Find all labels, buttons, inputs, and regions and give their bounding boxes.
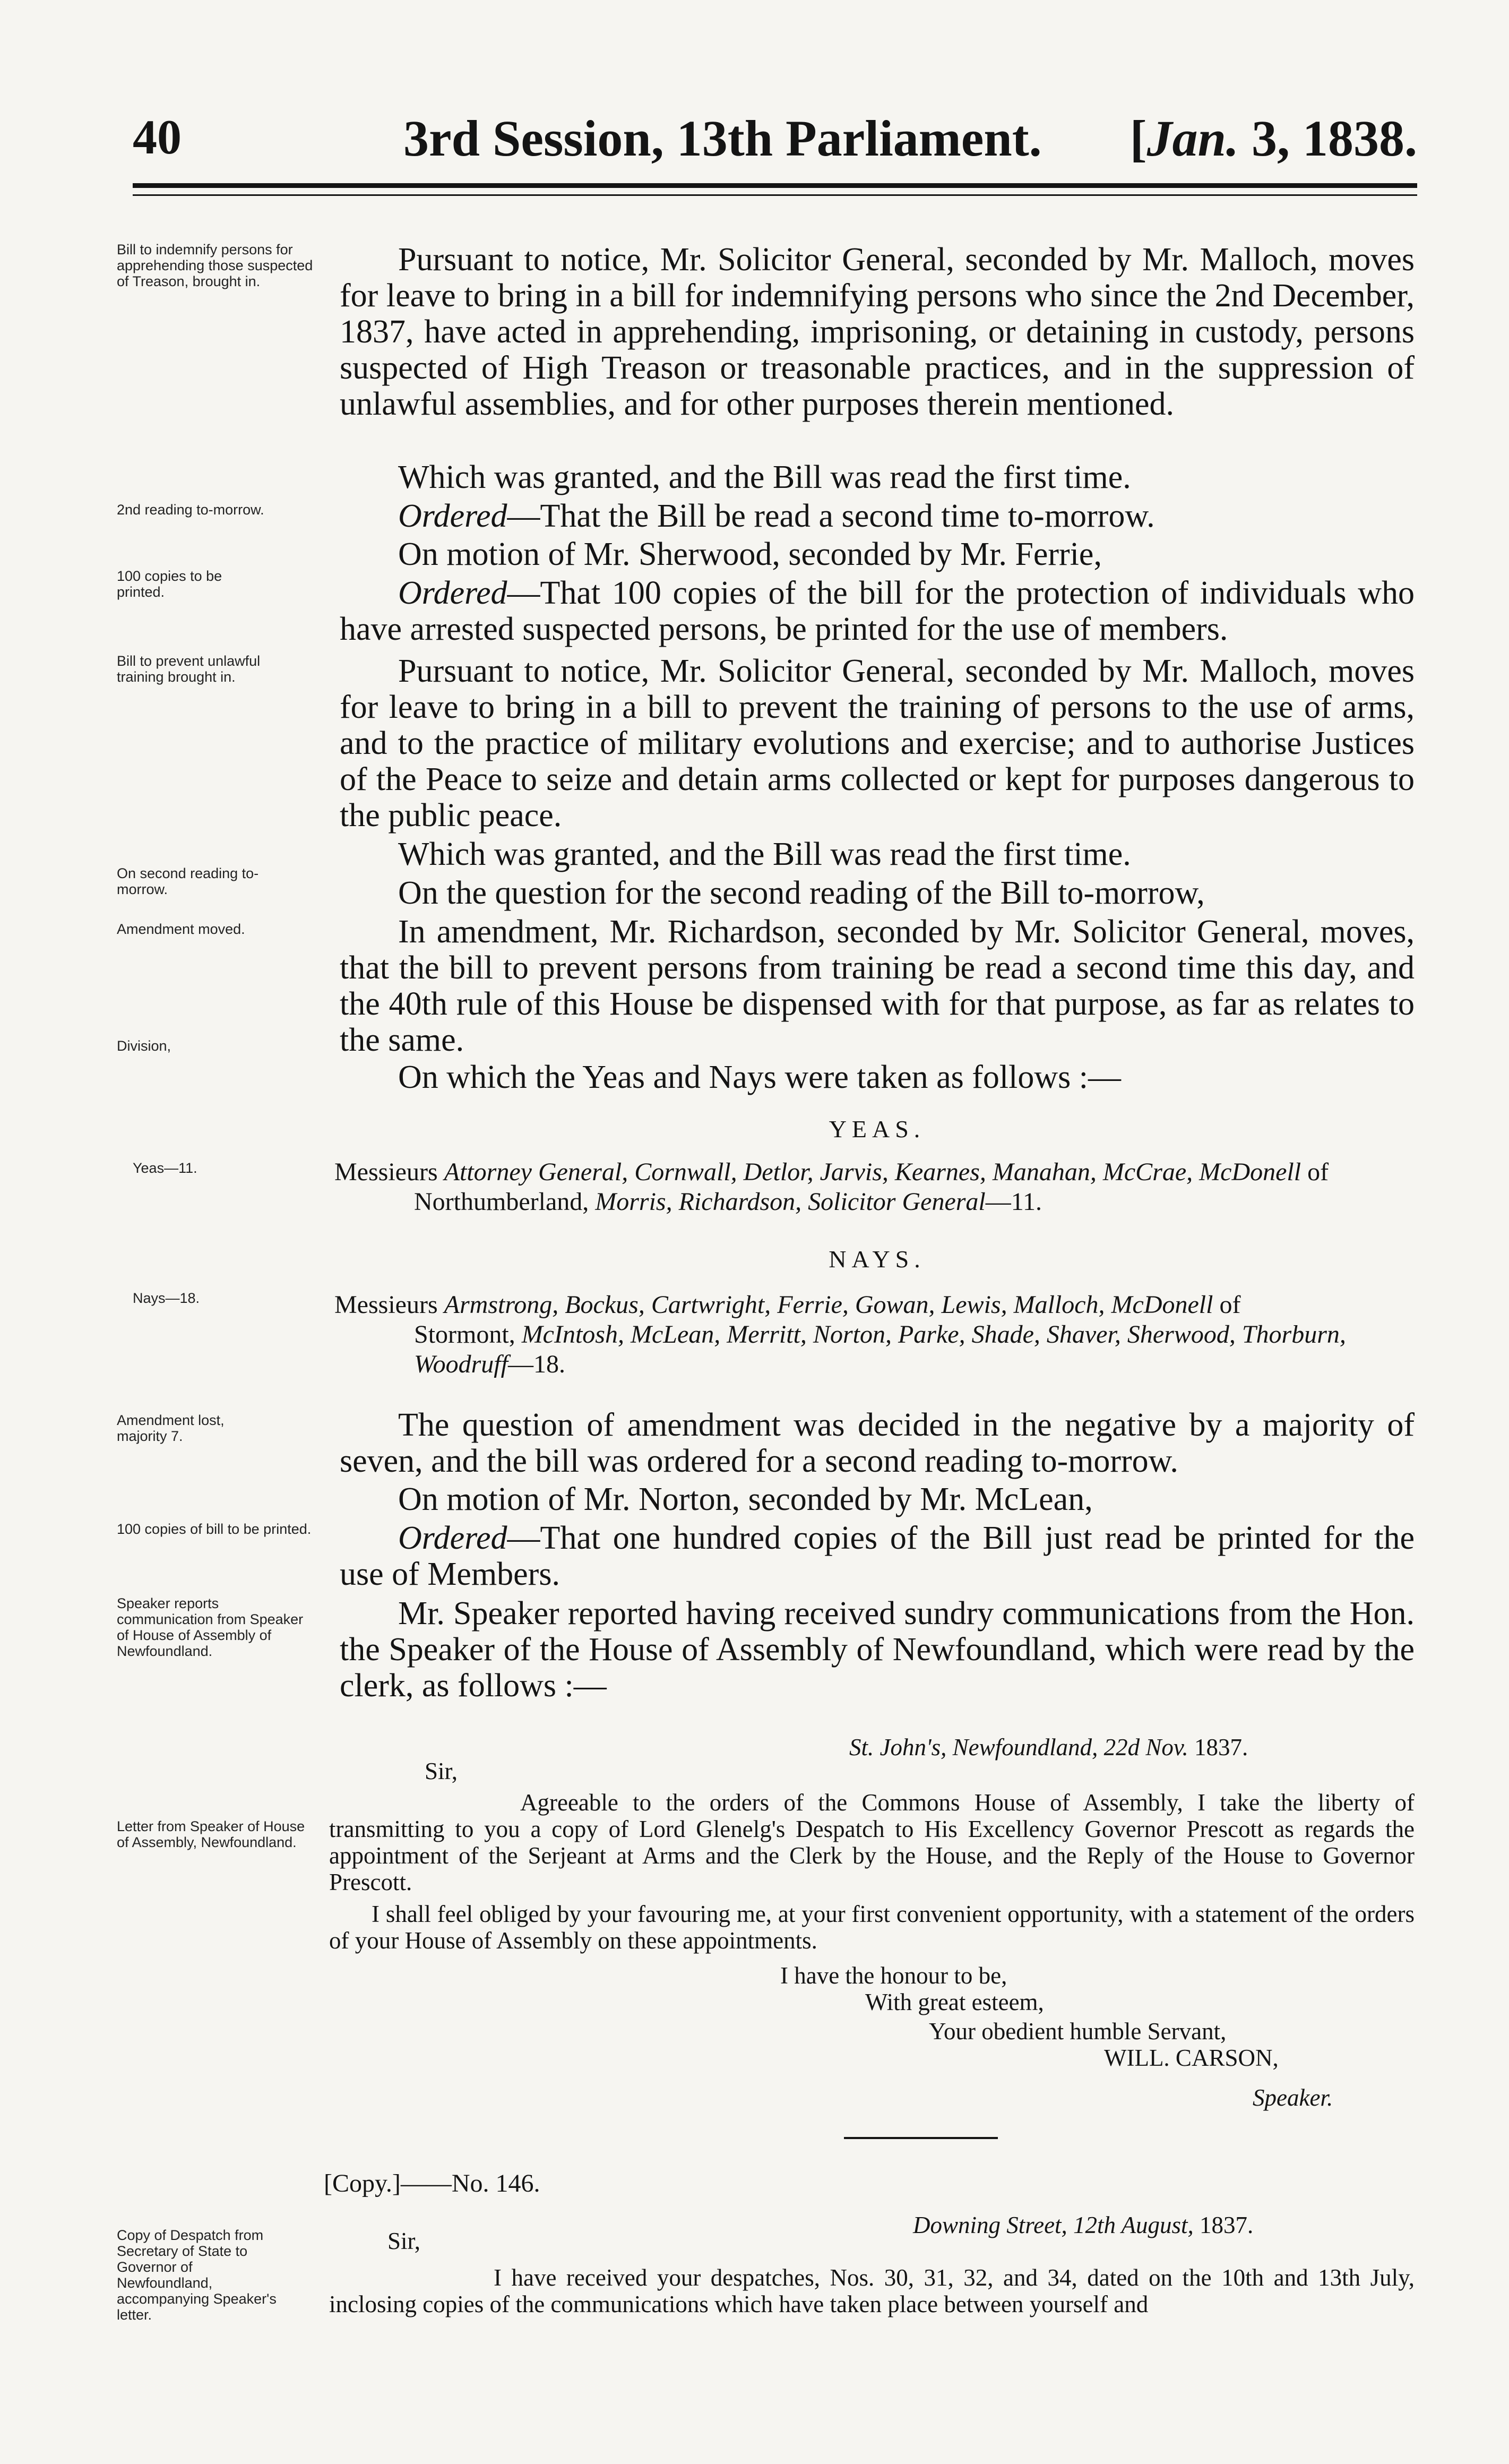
nays-list: Messieurs Armstrong, Bockus, Cartwright, Ferrie, Gowan, Lewis, Malloch, McDonell of Stormont, McIntosh, McLean, Merritt, Norton, Parke, Shade, Shaver, Sherwood, Thorburn, Woodruff—18. <box>334 1291 1346 1378</box>
letter-paragraph: Agreeable to the orders of the Commons House of Assembly, I take the liberty of transmitting to you a copy of Lord Glenelg's Despatch to His Excellency Governor Prescott as regards the appointment of the Serjeant at Arms and the Clerk by the House, and the Reply of the House to Governor Prescott. <box>329 1789 1415 1895</box>
margin-note: Nays—18. <box>133 1290 200 1306</box>
margin-note: 2nd reading to-morrow. <box>117 502 264 518</box>
paragraph: Mr. Speaker reported having received sundry communications from the Hon. the Speaker of the House of Assembly of Newfoundland, which were read by the clerk, as follows :— <box>340 1595 1415 1704</box>
letter-place-date: Downing Street, 12th August, 1837. <box>913 2212 1254 2238</box>
copy-label: [Copy.]——No. 146. <box>324 2169 540 2197</box>
paragraph: Pursuant to notice, Mr. Solicitor General, seconded by Mr. Malloch, moves for leave to bring in a bill to prevent the training of persons to the use of arms, and to the practice of military evolutions and exercise; and to authorise Justices of the Peace to seize and detain arms collected or kept for purposes dangerous to the public peace. <box>340 653 1415 834</box>
paragraph: On motion of Mr. Norton, seconded by Mr. McLean, <box>398 1481 1093 1517</box>
margin-note: Bill to prevent unlawful training brought in. <box>117 653 261 685</box>
margin-note: 100 copies to be printed. <box>117 568 222 600</box>
letter-paragraph: I shall feel obliged by your favouring me, at your first convenient opportunity, with a statement of the orders of your House of Assembly on these appointments. <box>329 1901 1415 1954</box>
paragraph: Pursuant to notice, Mr. Solicitor General, seconded by Mr. Malloch, moves for leave to bring in a bill for indemnifying persons who since the 2nd December, 1837, have acted in apprehending, imprisoning, or detaining in custody, persons suspected of High Treason or treasonable practices, and in the suppression of unlawful assemblies, and for other purposes therein mentioned. <box>340 242 1415 422</box>
letter-signer-title: Speaker. <box>1253 2084 1333 2111</box>
paragraph: Ordered—That the Bill be read a second time to-morrow. <box>398 498 1155 534</box>
margin-note: Speaker reports communication from Speaker of House of Assembly of Newfoundland. <box>117 1595 304 1659</box>
paragraph: Which was granted, and the Bill was read the first time. <box>398 836 1131 872</box>
paragraph: Which was granted, and the Bill was read the first time. <box>398 459 1131 495</box>
page-number: 40 <box>133 110 182 164</box>
paragraph: Ordered—That one hundred copies of the Bill just read be printed for the use of Members. <box>340 1520 1415 1592</box>
nays-heading: NAYS. <box>829 1246 926 1273</box>
margin-note: Amendment lost, majority 7. <box>117 1412 225 1444</box>
paragraph: On motion of Mr. Sherwood, seconded by Mr. Ferrie, <box>398 536 1102 572</box>
section-divider <box>844 2137 998 2139</box>
margin-note: Division, <box>117 1038 171 1054</box>
margin-note: Bill to indemnify persons for apprehending those suspected of Treason, brought in. <box>117 242 313 289</box>
margin-note: Amendment moved. <box>117 921 245 937</box>
margin-note: Letter from Speaker of House of Assembly, Newfoundland. <box>117 1818 305 1850</box>
running-title: 3rd Session, 13th Parliament. <box>403 110 1042 167</box>
letter-salutation: Sir, <box>387 2228 420 2254</box>
margin-note: On second reading to-morrow. <box>117 865 259 897</box>
yeas-list: Messieurs Attorney General, Cornwall, Detlor, Jarvis, Kearnes, Manahan, McCrae, McDonell of Northumberland, Morris, Richardson, Solicitor General—11. <box>334 1158 1329 1216</box>
paragraph: On which the Yeas and Nays were taken as follows :— <box>398 1059 1122 1095</box>
letter-salutation: Sir, <box>425 1758 458 1784</box>
letter-closing: I have the honour to be, <box>780 1962 1007 1989</box>
margin-note: Copy of Despatch from Secretary of State to Governor of Newfoundland, accompanying Speaker's letter. <box>117 2227 277 2323</box>
paragraph: On the question for the second reading of the Bill to-morrow, <box>398 875 1205 911</box>
paragraph: Ordered—That 100 copies of the bill for the protection of individuals who have arrested suspected persons, be printed for the use of members. <box>340 575 1415 647</box>
letter-signer: WILL. CARSON, <box>1104 2045 1279 2071</box>
header-rule-thick <box>133 183 1417 188</box>
paragraph: In amendment, Mr. Richardson, seconded by Mr. Solicitor General, moves, that the bill to prevent persons from training be read a second time this day, and the 40th rule of this House be dispensed with for that purpose, as far as relates to the same. <box>340 914 1415 1058</box>
letter-closing: Your obedient humble Servant, <box>929 2018 1227 2045</box>
margin-note: Yeas—11. <box>133 1160 197 1176</box>
page-header <box>133 109 1417 188</box>
letter-paragraph: I have received your despatches, Nos. 30, 31, 32, and 34, dated on the 10th and 13th July, inclosing copies of the communications which have taken place between yourself and <box>329 2264 1415 2317</box>
letter-closing: With great esteem, <box>865 1989 1044 2015</box>
margin-note: 100 copies of bill to be printed. <box>117 1521 312 1537</box>
letter-place-date: St. John's, Newfoundland, 22d Nov. 1837. <box>849 1734 1248 1761</box>
header-rule-thin <box>133 194 1417 196</box>
header-date: [Jan. 3, 1838. <box>1129 110 1417 167</box>
yeas-heading: YEAS. <box>829 1115 926 1143</box>
paragraph: The question of amendment was decided in the negative by a majority of seven, and the bill was ordered for a second reading to-morrow. <box>340 1407 1415 1479</box>
